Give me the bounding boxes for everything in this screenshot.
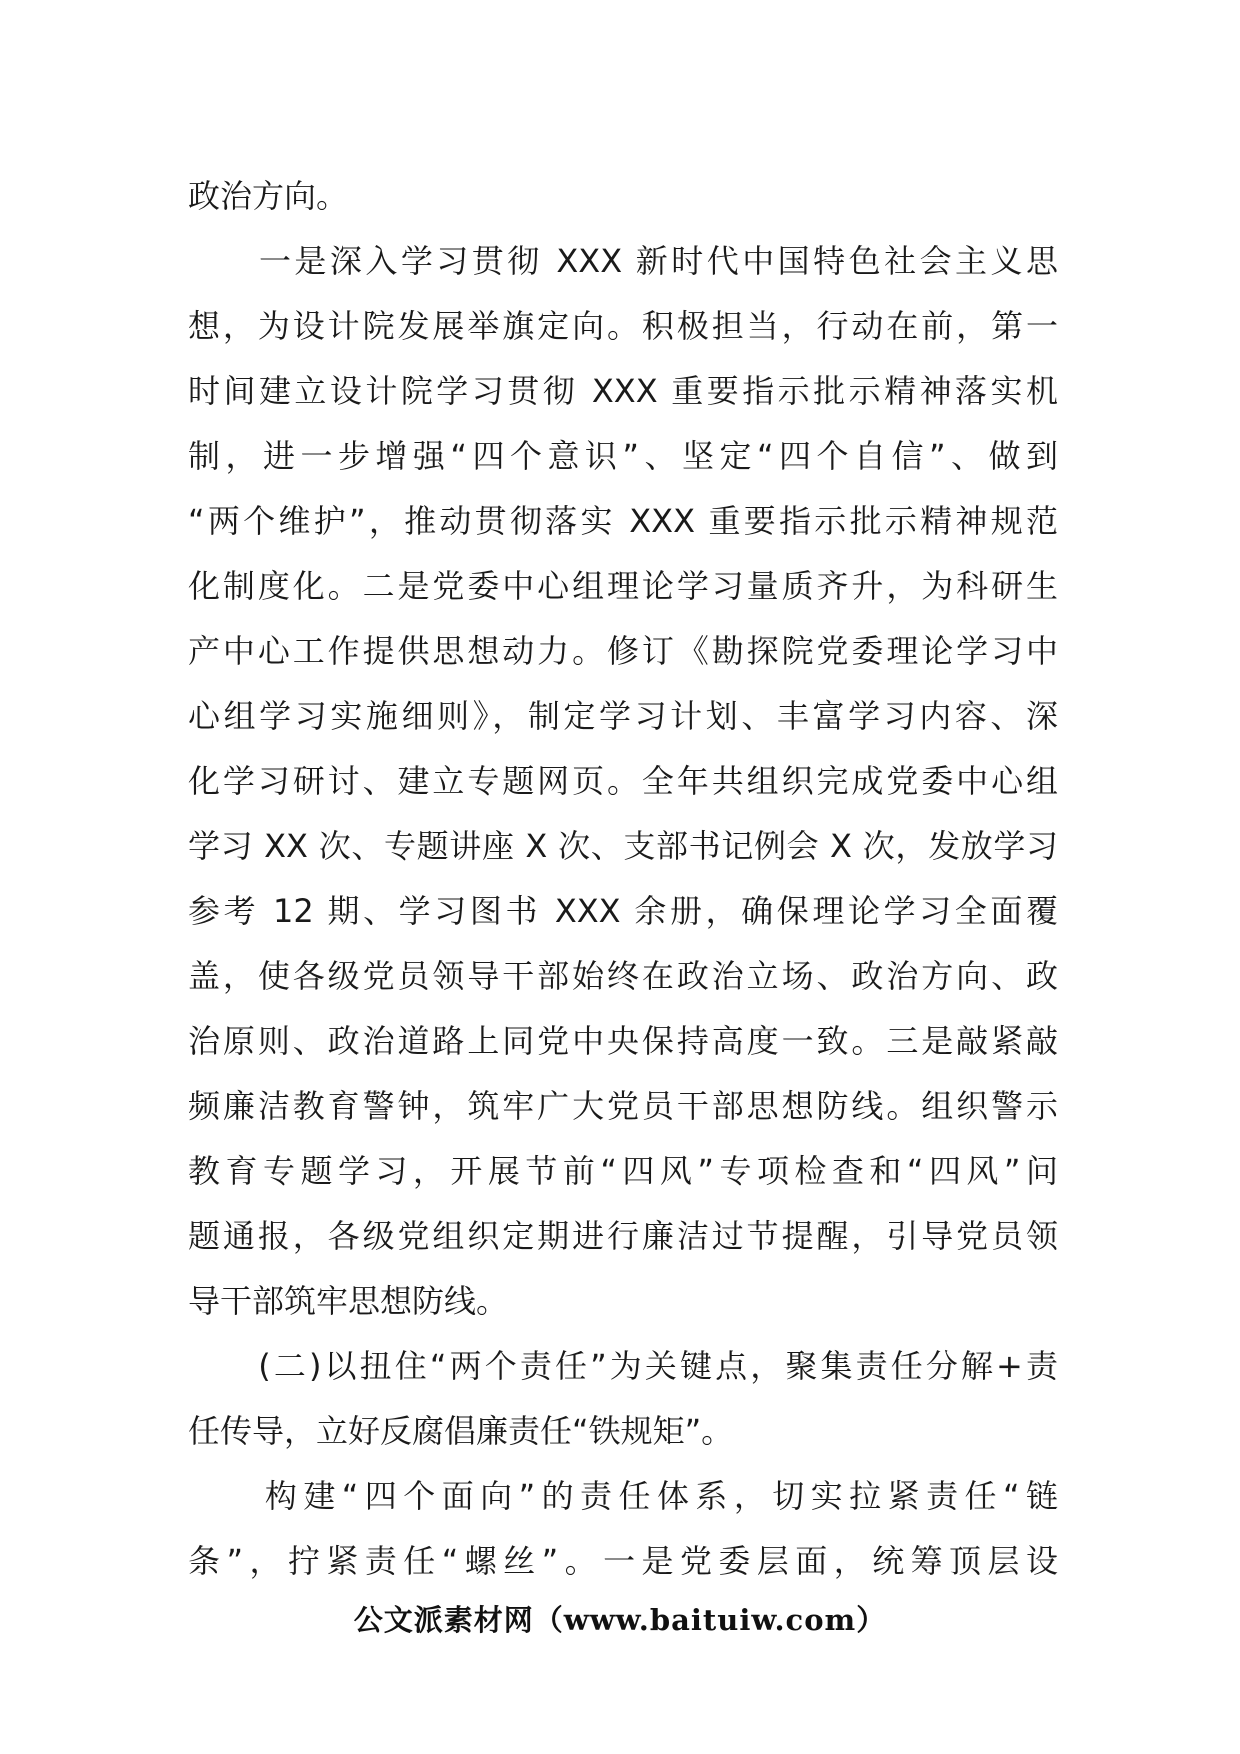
- text-line: 频廉洁教育警钟，筑牢广大党员干部思想防线。组织警示: [188, 1087, 1058, 1125]
- text-line: 参考 12 期、学习图书 XXX 余册，确保理论学习全面覆: [188, 892, 1058, 930]
- text-line: 任传导，立好反腐倡廉责任“铁规矩”。: [188, 1412, 734, 1450]
- text-line: 化学习研讨、建立专题网页。全年共组织完成党委中心组: [188, 762, 1058, 800]
- text-line: 治原则、政治道路上同党中央保持高度一致。三是敲紧敲: [188, 1022, 1058, 1060]
- text-line: 一是深入学习贯彻 XXX 新时代中国特色社会主义思: [188, 242, 1058, 280]
- text-line: 题通报，各级党组织定期进行廉洁过节提醒，引导党员领: [188, 1217, 1058, 1255]
- text-line: 条”，拧紧责任“螺丝”。一是党委层面，统筹顶层设: [188, 1542, 1058, 1580]
- text-line: 学习 XX 次、专题讲座 X 次、支部书记例会 X 次，发放学习: [188, 827, 1058, 865]
- text-line: “两个维护”，推动贯彻落实 XXX 重要指示批示精神规范: [188, 502, 1058, 540]
- text-line: (二)以扭住“两个责任”为关键点，聚集责任分解+责: [188, 1347, 1058, 1385]
- text-line: 政治方向。: [188, 177, 349, 215]
- text-line: 时间建立设计院学习贯彻 XXX 重要指示批示精神落实机: [188, 372, 1058, 410]
- text-line: 化制度化。二是党委中心组理论学习量质齐升，为科研生: [188, 567, 1058, 605]
- text-line: 盖，使各级党员领导干部始终在政治立场、政治方向、政: [188, 957, 1058, 995]
- text-line: 想，为设计院发展举旗定向。积极担当，行动在前，第一: [188, 307, 1058, 345]
- footer-watermark: 公文派素材网（www.baituiw.com）: [353, 1603, 887, 1637]
- document-body: [188, 164, 1058, 1594]
- text-line: 教育专题学习，开展节前“四风”专项检查和“四风”问: [188, 1152, 1058, 1190]
- text-line: 产中心工作提供思想动力。修订《勘探院党委理论学习中: [188, 632, 1058, 670]
- text-line: 构建“四个面向”的责任体系，切实拉紧责任“链: [188, 1477, 1058, 1515]
- text-line: 心组学习实施细则》，制定学习计划、丰富学习内容、深: [188, 697, 1058, 735]
- text-line: 导干部筑牢思想防线。: [188, 1282, 509, 1320]
- text-line: 制，进一步增强“四个意识”、坚定“四个自信”、做到: [188, 437, 1058, 475]
